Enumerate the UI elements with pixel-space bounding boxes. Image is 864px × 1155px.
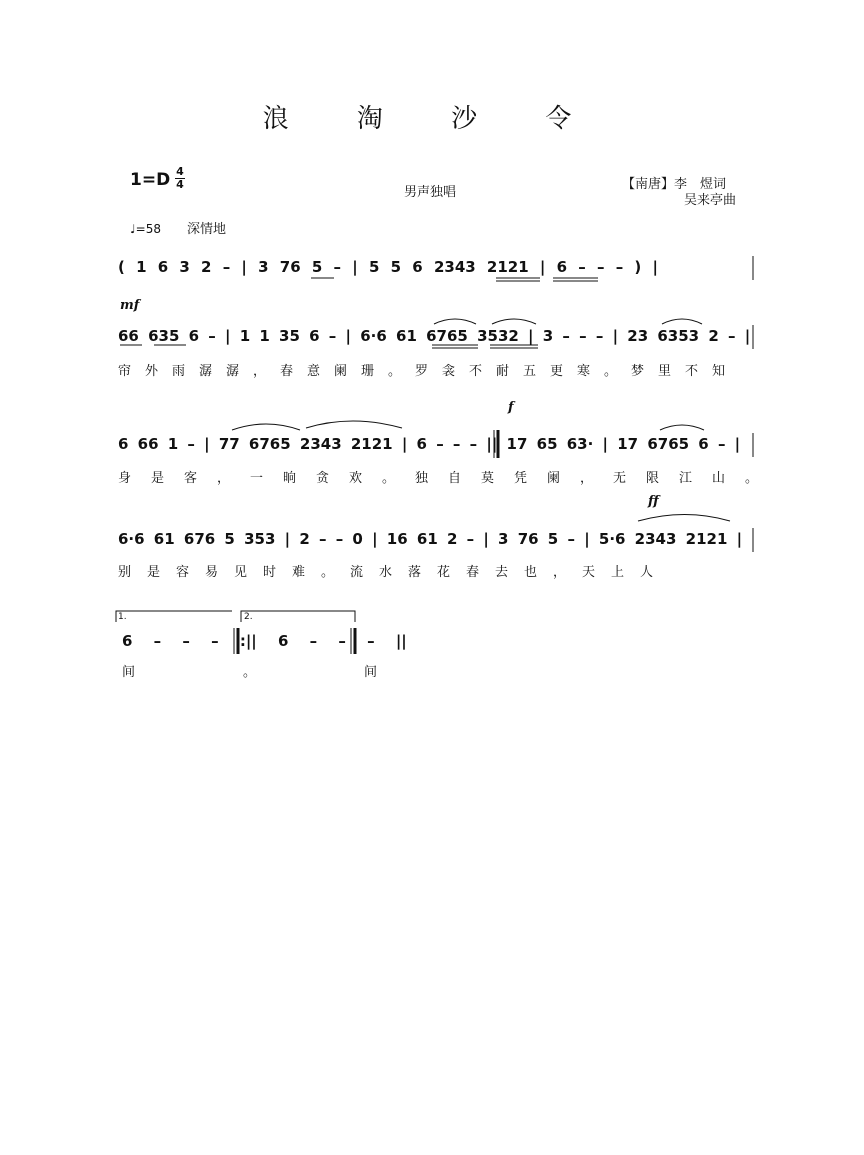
- key-signature: 1=D: [130, 170, 171, 190]
- song-title: 浪 淘 沙 令: [262, 104, 602, 134]
- volta-2-label: 2.: [244, 612, 253, 622]
- volta-1-label: 1.: [118, 612, 127, 622]
- system-2-lyrics: 帘外雨潺潺，春意阑珊。罗衾不耐五更寒。梦里不知: [118, 364, 740, 379]
- time-signature-bottom: 4: [176, 178, 184, 191]
- system-4-lyrics: 别是容易见时难。流水落花春去也，天上人: [118, 565, 670, 580]
- system-1-notes: ( 1 6 3 2 – | 3 76 5 – | 5 5 6 2343 2121 | 6 – – – ) |: [118, 258, 658, 276]
- lyricist-credit: 【南唐】李 煜词: [622, 177, 727, 192]
- dynamic-f: f: [508, 400, 514, 415]
- system-5-lyrics: 间。间: [122, 665, 486, 680]
- system-3-lyrics: 身是客，一晌贪欢。独自莫凭阑，无限江山。: [118, 471, 779, 486]
- expression-marking: 深情地: [187, 222, 227, 237]
- system-2-notes: 66 635 6 – | 1 1 35 6 – | 6·6 61 6765 3532 | 3 – – – | 23 6353 2 – |: [118, 327, 751, 345]
- system-4-notes: 6·6 61 676 5 353 | 2 – – 0 | 16 61 2 – | 3 76 5 – | 5·6 2343 2121 |: [118, 530, 743, 548]
- composer-credit: 吴来亭曲: [684, 193, 737, 208]
- dynamic-mf: mf: [120, 298, 140, 313]
- performance-type: 男声独唱: [404, 185, 457, 200]
- tempo-marking: ♩=58: [130, 222, 161, 236]
- dynamic-ff: ff: [648, 494, 659, 509]
- time-signature-top: 4: [176, 165, 184, 178]
- system-5-notes: 6 – – – :|| 6 – – – ||: [122, 632, 407, 650]
- system-3-notes: 6 66 1 – | 77 6765 2343 2121 | 6 – – – || 17 65 63· | 17 6765 6 – |: [118, 435, 741, 453]
